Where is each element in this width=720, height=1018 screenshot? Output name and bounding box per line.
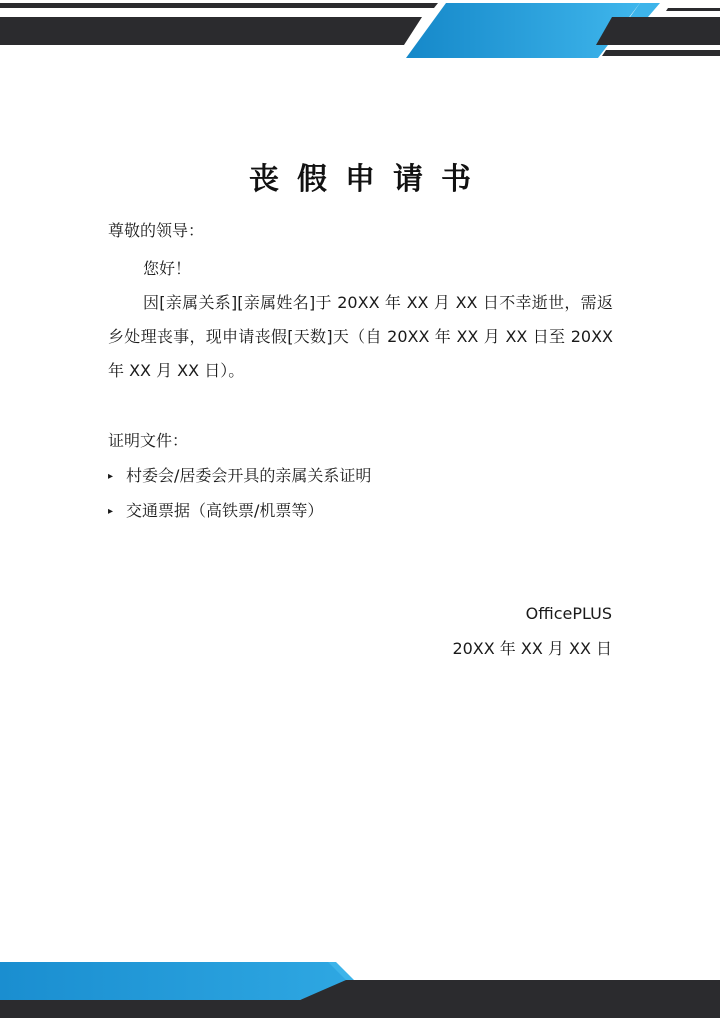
salutation: 尊敬的领导： xyxy=(108,221,205,240)
certificates-label: 证明文件： xyxy=(108,431,189,450)
triangle-right-icon: ▸ xyxy=(108,506,114,517)
top-header-band xyxy=(0,3,720,58)
bottom-footer-band xyxy=(0,962,720,1018)
signature-name: OfficePLUS xyxy=(525,604,612,623)
certificate-item-text: 交通票据（高铁票/机票等） xyxy=(126,501,324,520)
certificate-item-text: 村委会/居委会开具的亲属关系证明 xyxy=(126,466,372,485)
greeting: 您好！ xyxy=(143,259,192,278)
certificate-item xyxy=(108,494,323,529)
certificate-item xyxy=(108,459,371,494)
document-title: 丧假申请书 xyxy=(249,162,489,197)
signature-date: 20XX 年 XX 月 XX 日 xyxy=(452,639,612,658)
body-paragraph: 因[亲属关系][亲属姓名]于 20XX 年 XX 月 XX 日不幸逝世，需返乡处理丧事，现申请丧假[天数]天（自 20XX 年 XX 月 XX 日至 20XX 年 XX 月 XX 日）。 xyxy=(108,293,613,380)
triangle-right-icon: ▸ xyxy=(108,471,114,482)
